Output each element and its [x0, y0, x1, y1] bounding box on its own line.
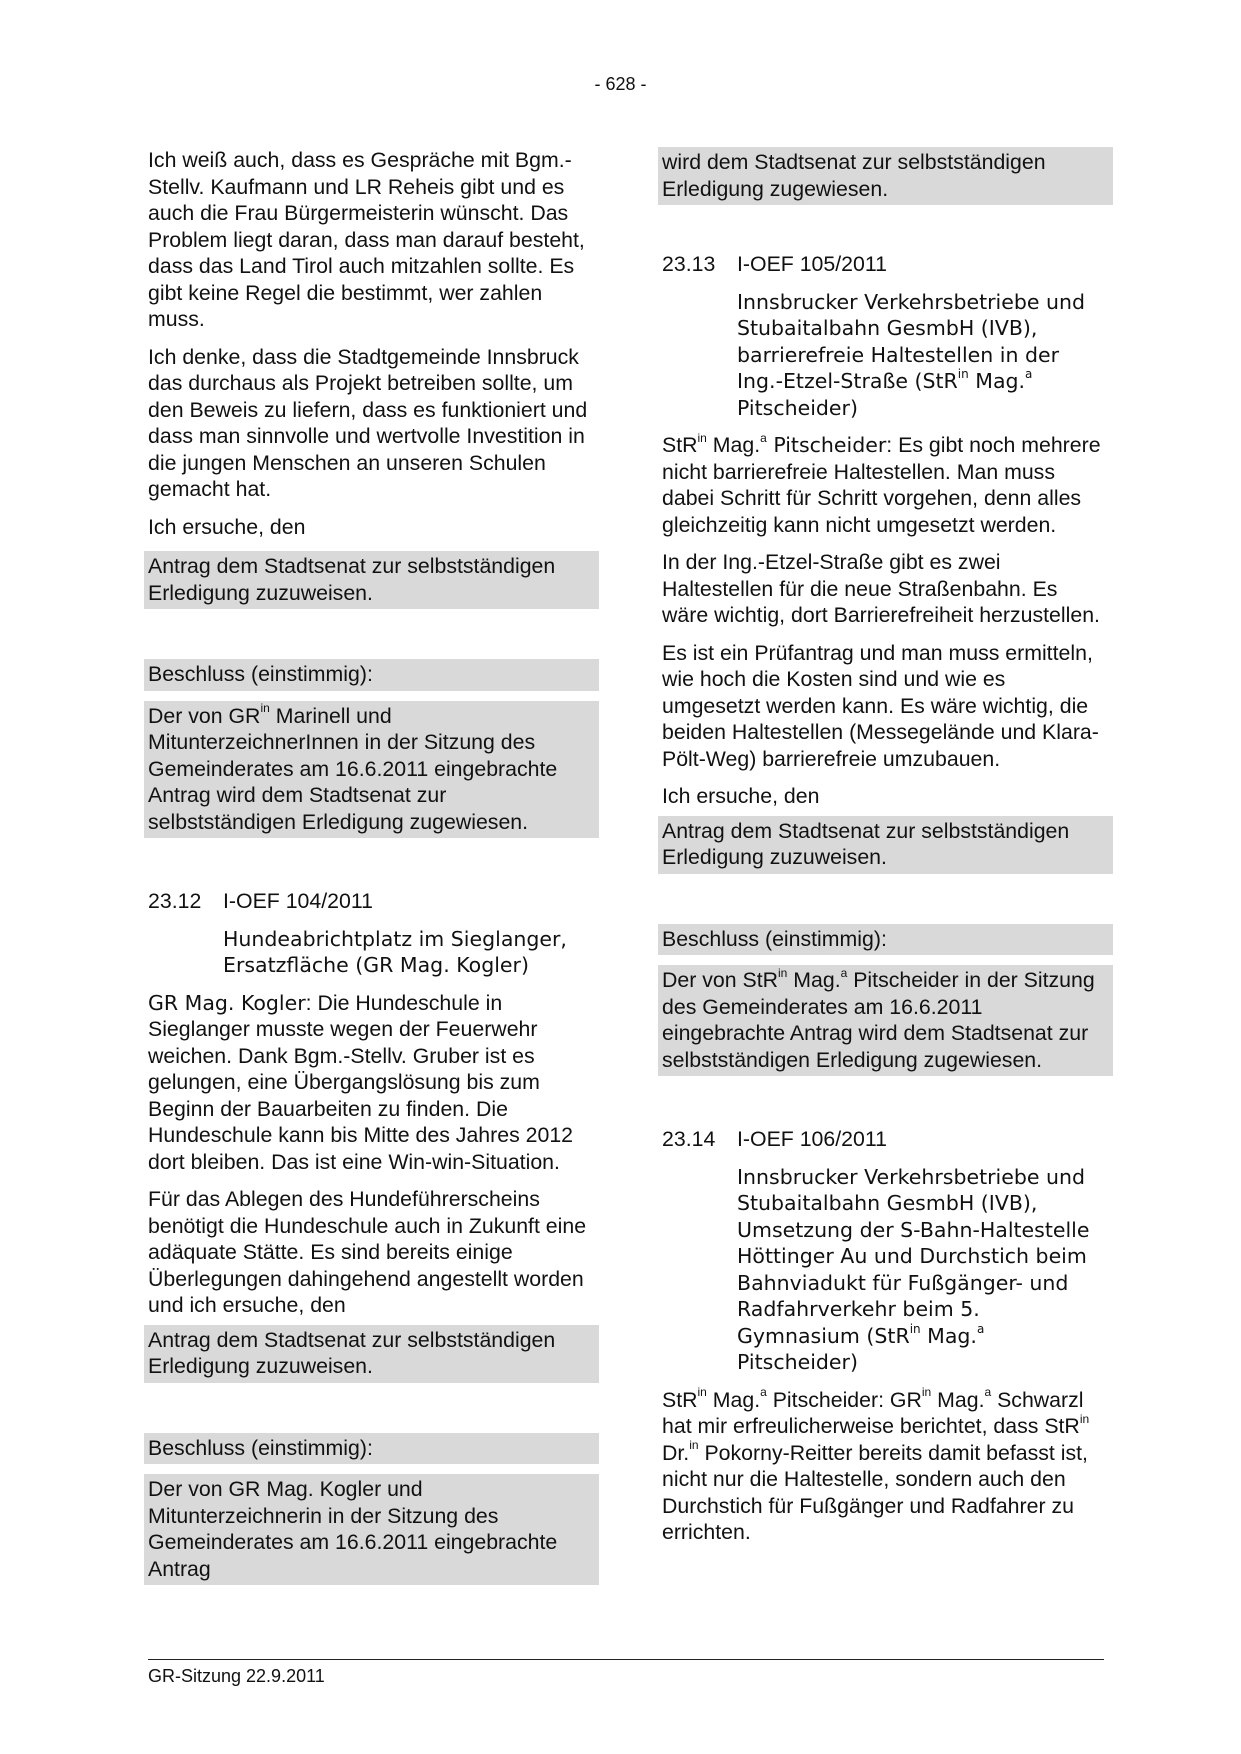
paragraph: StR$^{in}$ Mag.$^a$ Pitscheider: $GR^{in}$ Mag.$^a$ Schwarzl hat mir erfreulicherweise berichtet, dass StR$^{in}$ Dr.$^{in}$ Pokorny-Reitter bereits damit befasst ist, nicht nur die Haltestelle, sondern auch den Durchstich für Fußgänger und Radfahrer zu errichten. [662, 1385, 1090, 1544]
beschluss-text: Der von StR$^{in}$ Mag.$^a$ Pitscheider in der Sitzung des Gemeinderates am 16.6.2011 eingebrachte Antrag wird dem Stadtsenat zur selbstständigen Erledigung zugewiesen. [658, 965, 1113, 1076]
paragraph: In der Ing.-Etzel-Straße gibt es zwei Haltestellen für die neue Straßenbahn. Es wäre wichtig, dort Barrierefreiheit herzustellen. [662, 550, 1100, 627]
footer: GR-Sitzung 22.9.2011 [148, 1666, 325, 1686]
paragraph: StR$^{in}$ Mag.$^a$ Pitscheider: Es gibt noch mehrere nicht barrierefreie Haltestellen. Man muss dabei Schritt für Schritt vorgehen, denn alles gleichzeitig kann nicht umgesetzt werden. [662, 430, 1101, 537]
item-heading: 23.14 I-OEF 106/2011 [662, 1127, 887, 1151]
antrag-text: Antrag dem Stadtsenat zur selbstständigen Erledigung zuzuweisen. [148, 1327, 556, 1378]
item-title: Innsbrucker Verkehrsbetriebe und Stubaitalbahn GesmbH (IVB), barrierefreie Haltestellen in der Ing.-Etzel-Straße (StR$^{in}$ Mag.$^a$ Pitscheider) [737, 289, 1085, 420]
item-heading: 23.13 I-OEF 105/2011 [662, 252, 887, 276]
beschluss-box [662, 924, 1109, 1077]
beschluss-heading: Beschluss (einstimmig): [144, 1433, 599, 1465]
paragraph: Es ist ein Prüfantrag und man muss ermitteln, wie hoch die Kosten sind und wie es umgesetzt werden kann. Es wäre wichtig, die beiden Haltestellen (Messegelände und Klara-Pölt-Weg) barrierefreie umzubauen. [662, 640, 1099, 771]
paragraph: Ich weiß auch, dass es Gespräche mit Bgm.-Stellv. Kaufmann und LR Reheis gibt und es auch die Frau Bürgermeisterin wünscht. Das Problem liegt daran, dass man darauf besteht, dass das Land Tirol auch mitzahlen sollte. Es gibt keine Regel die bestimmt, wer zahlen muss. [148, 148, 585, 331]
paragraph: GR Mag. Kogler: Die Hundeschule in Sieglanger musste wegen der Feuerwehr weichen. Dank Bgm.-Stellv. Gruber ist es gelungen, eine Übergangslösung bis zum Beginn der Bauarbeiten zu finden. Die Hundeschule kann bis Mitte des Jahres 2012 dort bleiben. Das ist eine Win-win-Situation. [148, 990, 574, 1174]
right-column [662, 147, 1109, 1557]
antrag-text: Antrag dem Stadtsenat zur selbstständigen Erledigung zuzuweisen. [662, 818, 1070, 869]
beschluss-text: Der von GR Mag. Kogler und Mitunterzeichnerin in der Sitzung des Gemeinderates am 16.6.2011 eingebrachte Antrag [144, 1474, 599, 1585]
beschluss-heading: Beschluss (einstimmig): [144, 659, 599, 691]
antrag-text: Antrag dem Stadtsenat zur selbstständigen Erledigung zuzuweisen. [148, 554, 556, 605]
page-number: - 628 - [594, 74, 647, 94]
left-column [148, 147, 595, 1585]
beschluss-text: Der von $GR^{in}$ Marinell und MitunterzeichnerInnen in der Sitzung des Gemeinderates am 16.6.2011 eingebrachte Antrag wird dem Stadtsenat zur selbstständigen Erledigung zugewiesen. [144, 701, 599, 839]
antrag-box [144, 551, 599, 609]
beschluss-box [148, 1433, 595, 1586]
beschluss-box [148, 659, 595, 838]
beschluss-continuation: wird dem Stadtsenat zur selbstständigen Erledigung zugewiesen. [658, 147, 1113, 205]
beschluss-heading: Beschluss (einstimmig): [658, 924, 1113, 956]
paragraph: Für das Ablegen des Hundeführerscheins benötigt die Hundeschule auch in Zukunft eine adäquate Stätte. Es sind bereits einige Überlegungen dahingehend angestellt worden und ich ersuche, den [148, 1187, 587, 1317]
antrag-box [144, 1325, 599, 1383]
antrag-box [658, 816, 1113, 874]
footer-divider [148, 1659, 1104, 1660]
paragraph: Ich denke, dass die Stadtgemeinde Innsbruck das durchaus als Projekt betreiben sollte, um den Beweis zu liefern, dass es funktioniert und dass man sinnvolle und wertvolle Investition in die jungen Menschen an unseren Schulen gemacht hat. [148, 344, 588, 501]
paragraph: Ich ersuche, den [662, 784, 820, 808]
item-title: Hundeabrichtplatz im Sieglanger, Ersatzfläche (GR Mag. Kogler) [223, 926, 567, 977]
item-title: Innsbrucker Verkehrsbetriebe und Stubaitalbahn GesmbH (IVB), Umsetzung der S-Bahn-Haltestelle Höttinger Au und Durchstich beim Bahnviadukt für Fußgänger- und Radfahrverkehr beim 5. Gymnasium (StR$^{in}$ Mag.$^a$ Pitscheider) [737, 1164, 1090, 1374]
item-heading: 23.12 I-OEF 104/2011 [148, 889, 373, 913]
paragraph: Ich ersuche, den [148, 514, 306, 539]
